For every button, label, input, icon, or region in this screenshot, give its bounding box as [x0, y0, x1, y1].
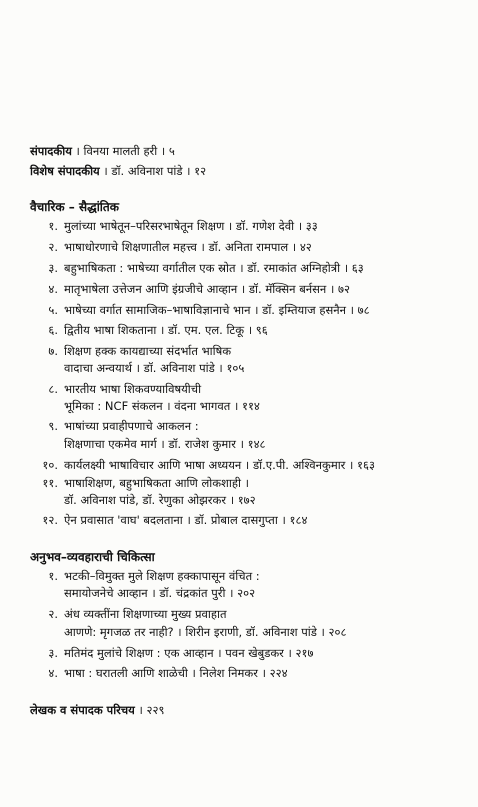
toc-author-intro	[30, 702, 164, 718]
toc-item	[30, 606, 227, 622]
toc-item-text: भाषाधोरणाचे शिक्षणातील महत्त्व । डॉ. अनिता रामपाल । ४२	[64, 240, 312, 254]
toc-item-number: १.	[48, 569, 58, 583]
section-heading: वैचारिक – सैद्धांतिक	[30, 200, 119, 214]
toc-item	[30, 322, 268, 338]
toc-item-text: मुलांच्या भाषेतून–परिसरभाषेतून शिक्षण । डॉ. गणेश देवी । ३३	[64, 219, 318, 233]
toc-item-text: द्वितीय भाषा शिकताना । डॉ. एम. एल. टिकू । ९६	[64, 323, 268, 337]
toc-item-text: भाषांच्या प्रवाहीपणाचे आकलन :	[64, 419, 199, 433]
toc-item	[30, 260, 364, 276]
toc-item-number: ९.	[48, 419, 58, 433]
toc-editorial-rest: । डॉ. अविनाश पांडे । १२	[99, 164, 207, 178]
toc-item-number: ६.	[48, 323, 58, 337]
toc-item-continuation: आणणे: मृगजळ तर नाही? । शिरीन इराणी, डॉ. अविनाश पांडे । २०८	[64, 625, 347, 639]
toc-item	[30, 281, 350, 297]
toc-item	[30, 568, 260, 584]
toc-item-text: ऐन प्रवासात 'वाघ' बदलताना । डॉ. प्रोबाल दासगुप्ता । १८४	[64, 513, 308, 527]
toc-item-number: १०.	[42, 458, 58, 472]
toc-item-continuation: वादाचा अन्वयार्थ । डॉ. अविनाश पांडे । १०५	[64, 361, 245, 375]
toc-editorial-2	[30, 163, 206, 179]
toc-item-continuation: भूमिका : NCF संकलन । वंदना भागवत । ११४	[64, 399, 260, 413]
toc-item-text: भटकी–विमुक्त मुले शिक्षण हक्कापासून वंचित :	[64, 569, 260, 583]
toc-item-text: भारतीय भाषा शिकवण्याविषयीची	[64, 382, 202, 396]
toc-item	[30, 418, 199, 434]
toc-item-continuation: डॉ. अविनाश पांडे, डॉ. रेणुका ओझरकर । १७२	[64, 493, 256, 507]
toc-item-number: २.	[48, 240, 58, 254]
toc-item-text: कार्यलक्ष्यी भाषाविचार आणि भाषा अध्ययन । डॉ.ए.पी. अश्विनकुमार । १६३	[64, 458, 375, 472]
toc-item-text: मतिमंद मुलांचे शिक्षण : एक आव्हान । पवन खेबुडकर । २१७	[64, 646, 314, 660]
toc-item	[30, 645, 314, 661]
toc-item-number: १२.	[42, 513, 58, 527]
toc-editorial-rest: । विनया मालती हरी । ५	[71, 144, 175, 158]
toc-item	[30, 457, 375, 473]
toc-item-text: बहुभाषिकता : भाषेच्या वर्गातील एक स्रोत । डॉ. रमाकांत अग्निहोत्री । ६३	[64, 261, 364, 275]
toc-item-continuation: शिक्षणाचा एकमेव मार्ग । डॉ. राजेश कुमार । १४८	[64, 437, 266, 451]
toc-item-number: ५.	[48, 303, 58, 317]
toc-item-text: भाषेच्या वर्गात सामाजिक–भाषाविज्ञानाचे भान । डॉ. इम्तियाज हसनैन । ७८	[64, 303, 370, 317]
toc-item-number: १.	[48, 219, 58, 233]
toc-editorial-label: विशेष संपादकीय	[30, 164, 100, 178]
toc-item	[30, 239, 312, 255]
toc-item-text: मातृभाषेला उत्तेजन आणि इंग्रजीचे आव्हान । डॉ. मॅक्सिन बर्नसन । ७२	[64, 282, 350, 296]
toc-item	[30, 475, 249, 491]
toc-item	[30, 218, 318, 234]
toc-editorial-label: संपादकीय	[30, 144, 72, 158]
toc-item-number: ११.	[42, 476, 58, 490]
toc-item	[30, 343, 231, 359]
toc-author-intro-page: । २२९	[134, 703, 165, 717]
toc-item-number: २.	[48, 607, 58, 621]
toc-item-number: ८.	[48, 382, 58, 396]
toc-item-text: अंध व्यक्तींना शिक्षणाच्या मुख्य प्रवाहात	[64, 607, 227, 621]
toc-item-number: ७.	[48, 344, 58, 358]
section-heading: अनुभव–व्यवहाराची चिकित्सा	[30, 550, 155, 564]
toc-item	[30, 302, 370, 318]
toc-item	[30, 512, 307, 528]
toc-item	[30, 665, 288, 681]
toc-item-number: ३.	[48, 261, 58, 275]
toc-editorial-1	[30, 143, 175, 159]
toc-item-number: ४.	[48, 666, 58, 680]
toc-item-text: भाषाशिक्षण, बहुभाषिकता आणि लोकशाही ।	[64, 476, 249, 490]
toc-item-number: ३.	[48, 646, 58, 660]
toc-item-text: भाषा : घरातली आणि शाळेची । निलेश निमकर । २२४	[64, 666, 288, 680]
toc-item-number: ४.	[48, 282, 58, 296]
toc-item-continuation: समायोजनेचे आव्हान । डॉ. चंद्रकांत पुरी । २०२	[64, 586, 256, 600]
toc-item-text: शिक्षण हक्क कायद्याच्या संदर्भात भाषिक	[64, 344, 232, 358]
toc-item	[30, 381, 201, 397]
toc-author-intro-label: लेखक व संपादक परिचय	[30, 703, 135, 717]
